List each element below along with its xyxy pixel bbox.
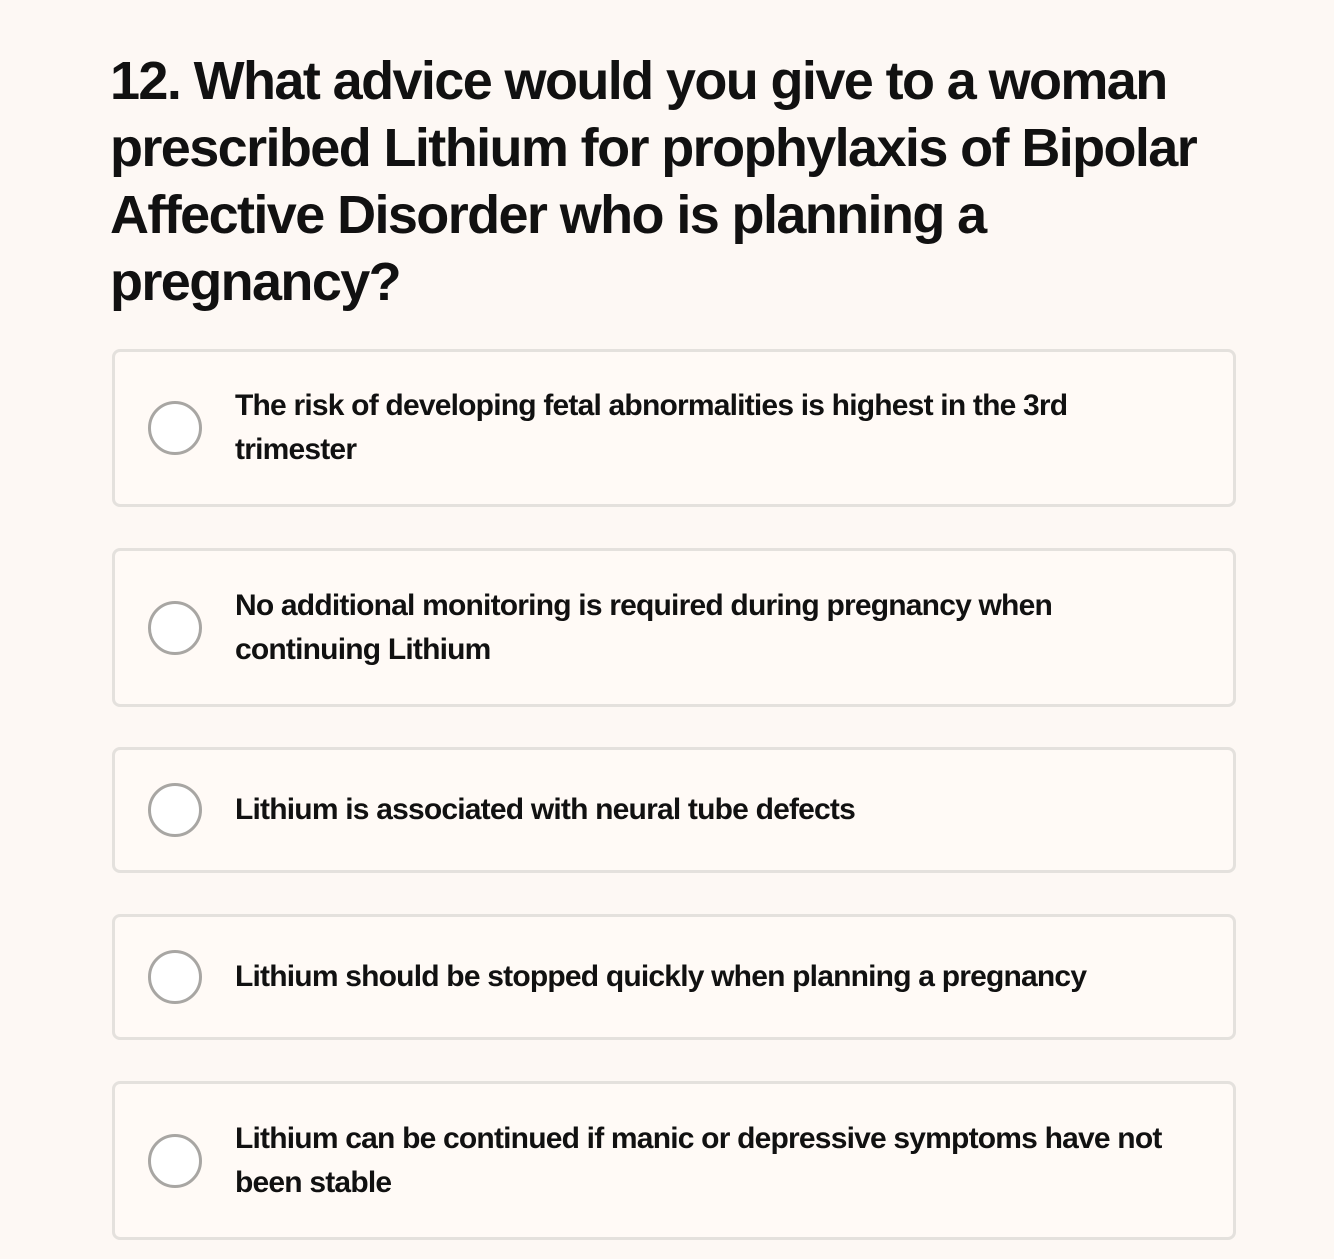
question-title: 12. What advice would you give to a woman prescribed Lithium for prophylaxis of Bipolar Affective Disorder who is planning a pregnancy? (110, 51, 1197, 312)
answer-option-2[interactable] (112, 548, 1236, 707)
answer-option-label: The risk of developing fetal abnormalities is highest in the 3rd trimester (235, 389, 1068, 466)
answer-option-label: Lithium is associated with neural tube defects (235, 793, 856, 826)
answer-option-label: No additional monitoring is required during pregnancy when continuing Lithium (235, 588, 1052, 666)
answer-option-1[interactable] (112, 349, 1236, 507)
answer-option-4[interactable] (112, 914, 1236, 1040)
radio-button-icon[interactable] (148, 401, 202, 455)
answer-option-5[interactable] (112, 1081, 1236, 1240)
radio-button-icon[interactable] (148, 783, 202, 837)
answer-option-label: Lithium should be stopped quickly when planning a pregnancy (235, 960, 1087, 993)
radio-button-icon[interactable] (148, 601, 202, 655)
radio-button-icon[interactable] (148, 1134, 202, 1188)
radio-button-icon[interactable] (148, 950, 202, 1004)
answer-option-label: Lithium can be continued if manic or depressive symptoms have not been stable (235, 1121, 1162, 1199)
answer-option-3[interactable] (112, 747, 1236, 873)
